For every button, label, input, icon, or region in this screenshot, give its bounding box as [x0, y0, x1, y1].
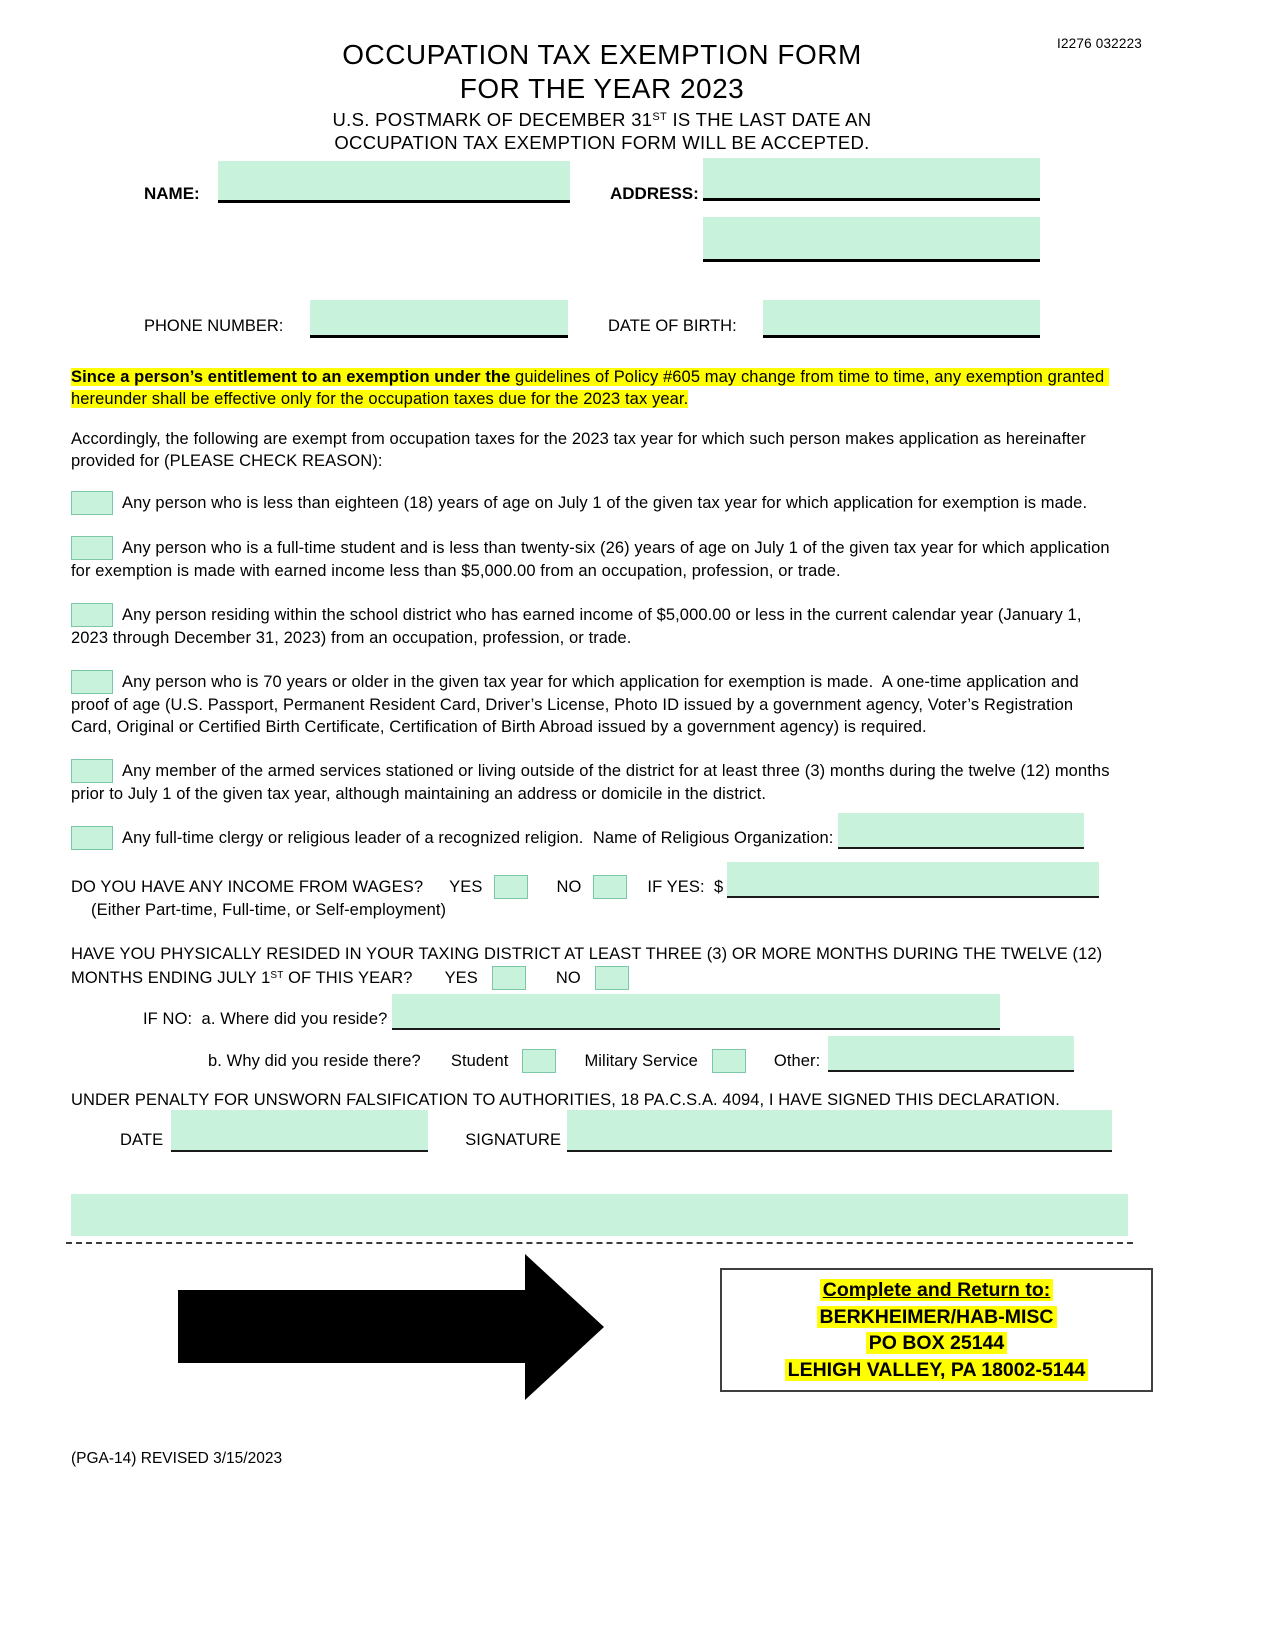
name-field[interactable]	[218, 161, 570, 203]
phone-field[interactable]	[310, 300, 568, 338]
return-box-city: LEHIGH VALLEY, PA 18002-5144	[785, 1359, 1089, 1381]
religious-organization-field[interactable]	[838, 813, 1084, 849]
reason-checkbox-5[interactable]	[71, 759, 113, 783]
blank-notes-field[interactable]	[71, 1194, 1128, 1236]
dob-field[interactable]	[763, 300, 1040, 338]
policy-notice	[71, 366, 1111, 410]
phone-label: PHONE NUMBER:	[144, 317, 284, 335]
form-subtitle-line2: OCCUPATION TAX EXEMPTION FORM WILL BE ACCEPTED.	[334, 132, 870, 153]
military-service-label: Military Service	[584, 1052, 698, 1070]
reason-text-4: Any person who is 70 years or older in the given tax year for which application for exemption is made. A one-time application and proof of age (U.S. Passport, Permanent Resident Card, Driver’s License, Photo ID issued by a government agency, Voter’s Registration Card, Original or Certified Birth Certificate, Certification of Birth Abroad issued by a government agency) is required.	[71, 673, 1084, 736]
wages-subnote: (Either Part-time, Full-time, or Self-employment)	[91, 901, 447, 919]
return-box-pobox: PO BOX 25144	[866, 1332, 1008, 1354]
military-service-checkbox[interactable]	[712, 1049, 746, 1073]
address-label: ADDRESS:	[610, 184, 699, 203]
wages-yes-checkbox[interactable]	[494, 875, 528, 899]
return-box-pobox-line	[722, 1330, 1151, 1357]
wages-if-yes-label: IF YES: $	[647, 878, 724, 896]
wages-no-label: NO	[556, 878, 582, 896]
reason-item-low-income	[71, 604, 1111, 649]
reason-text-2: Any person who is a full-time student and is less than twenty-six (26) years of age on July 1 of the given tax year for which application for exemption is made with earned income less than $5,000.00 from an occupation, profession, or trade.	[71, 539, 1115, 580]
student-checkbox[interactable]	[522, 1049, 556, 1073]
form-revision-note: (PGA-14) REVISED 3/15/2023	[71, 1450, 283, 1467]
residency-superscript: ST	[270, 970, 284, 981]
resided-no-label: NO	[555, 969, 581, 987]
return-box-city-line	[722, 1357, 1151, 1384]
highlighted-notice	[71, 368, 1109, 408]
reason-item-under-18	[71, 492, 1111, 515]
resided-yes-label: YES	[444, 969, 478, 987]
signature-row	[120, 1129, 1111, 1152]
notice-bold-text: Since a person’s entitlement to an exemption under the	[71, 368, 511, 386]
resided-yes-checkbox[interactable]	[492, 966, 526, 990]
name-label: NAME:	[144, 184, 200, 203]
return-box-company-line	[722, 1304, 1151, 1331]
reason-checkbox-6[interactable]	[71, 826, 113, 850]
resided-no-checkbox[interactable]	[595, 966, 629, 990]
date-field[interactable]	[171, 1110, 428, 1152]
reason-text-3: Any person residing within the school district who has earned income of $5,000.00 or less in the current calendar year (January 1, 2023 through December 31, 2023) from an occupation, profession, or trade.	[71, 606, 1087, 647]
residency-question-row	[71, 943, 1111, 990]
reason-checkbox-1[interactable]	[71, 491, 113, 515]
reason-checkbox-4[interactable]	[71, 670, 113, 694]
reason-text-1: Any person who is less than eighteen (18) years of age on July 1 of the given tax year for which application for exemption is made.	[122, 494, 1088, 512]
intro-paragraph: Accordingly, the following are exempt from occupation taxes for the 2023 tax year for which such person makes application as hereinafter provided for (PLEASE CHECK REASON):	[71, 430, 1091, 470]
return-box-heading-line	[722, 1277, 1151, 1304]
form-subtitle-line1	[71, 106, 1133, 131]
notice-regular-text: guidelines of Policy #605 may change from time to time, any exemption granted hereunder shall be effective only for the occupation taxes due for the 2023 tax year.	[71, 368, 1109, 408]
if-no-row	[143, 1008, 1111, 1030]
reason-item-clergy	[71, 827, 1111, 850]
if-no-label: IF NO: a. Where did you reside?	[143, 1010, 393, 1028]
reason-text-5: Any member of the armed services stationed or living outside of the district for at least three (3) months during the twelve (12) months prior to July 1 of the given tax year, although maintaining an address or domicile in the district.	[71, 762, 1115, 803]
reason-checkbox-3[interactable]	[71, 603, 113, 627]
residency-question-text-2: OF THIS YEAR?	[283, 969, 413, 987]
subtitle-text-2: IS THE LAST DATE AN	[667, 109, 872, 130]
form-title-line2: FOR THE YEAR 2023	[459, 73, 745, 104]
subtitle-text: U.S. POSTMARK OF DECEMBER 31	[332, 109, 653, 130]
date-label: DATE	[120, 1131, 164, 1149]
wages-question: DO YOU HAVE ANY INCOME FROM WAGES?	[71, 878, 424, 896]
cut-line-divider	[66, 1242, 1133, 1244]
wages-yes-label: YES	[449, 878, 483, 896]
address-field-line2[interactable]	[703, 217, 1040, 262]
right-arrow-icon	[178, 1254, 604, 1400]
signature-label: SIGNATURE	[465, 1131, 562, 1149]
wages-question-row	[71, 876, 1111, 899]
wages-no-checkbox[interactable]	[593, 875, 627, 899]
return-address-box	[720, 1268, 1153, 1392]
reason-text-6: Any full-time clergy or religious leader of a recognized religion. Name of Religious Organization:	[122, 829, 839, 847]
subtitle-superscript: ST	[652, 111, 668, 123]
residency-question-text: HAVE YOU PHYSICALLY RESIDED IN YOUR TAXING DISTRICT AT LEAST THREE (3) OR MORE MONTHS DURING THE TWELVE (12) MONTHS ENDING JULY 1	[71, 945, 1107, 987]
form-code: I2276 032223	[1057, 36, 1142, 51]
reside-location-field[interactable]	[392, 994, 1000, 1030]
reside-reason-row	[208, 1050, 1111, 1073]
other-reason-field[interactable]	[828, 1036, 1074, 1072]
form-body	[71, 366, 1115, 1152]
student-label: Student	[450, 1052, 509, 1070]
form-title-line1: OCCUPATION TAX EXEMPTION FORM	[342, 39, 862, 70]
reason-item-70-or-older	[71, 671, 1111, 738]
other-label: Other:	[773, 1052, 821, 1070]
reason-item-student	[71, 537, 1115, 582]
address-field-line1[interactable]	[703, 158, 1040, 201]
reside-reason-label: b. Why did you reside there?	[208, 1052, 421, 1070]
form-header	[71, 38, 1133, 154]
return-box-company: BERKHEIMER/HAB-MISC	[817, 1306, 1057, 1328]
wages-amount-field[interactable]	[727, 862, 1099, 898]
signature-field[interactable]	[567, 1110, 1112, 1152]
declaration-text: UNDER PENALTY FOR UNSWORN FALSIFICATION TO AUTHORITIES, 18 PA.C.S.A. 4094, I HAVE SIGNED THIS DECLARATION.	[71, 1091, 1060, 1109]
reason-checkbox-2[interactable]	[71, 536, 113, 560]
reason-item-armed-services	[71, 760, 1115, 805]
return-box-heading: Complete and Return to:	[820, 1279, 1054, 1301]
dob-label: DATE OF BIRTH:	[608, 317, 737, 335]
